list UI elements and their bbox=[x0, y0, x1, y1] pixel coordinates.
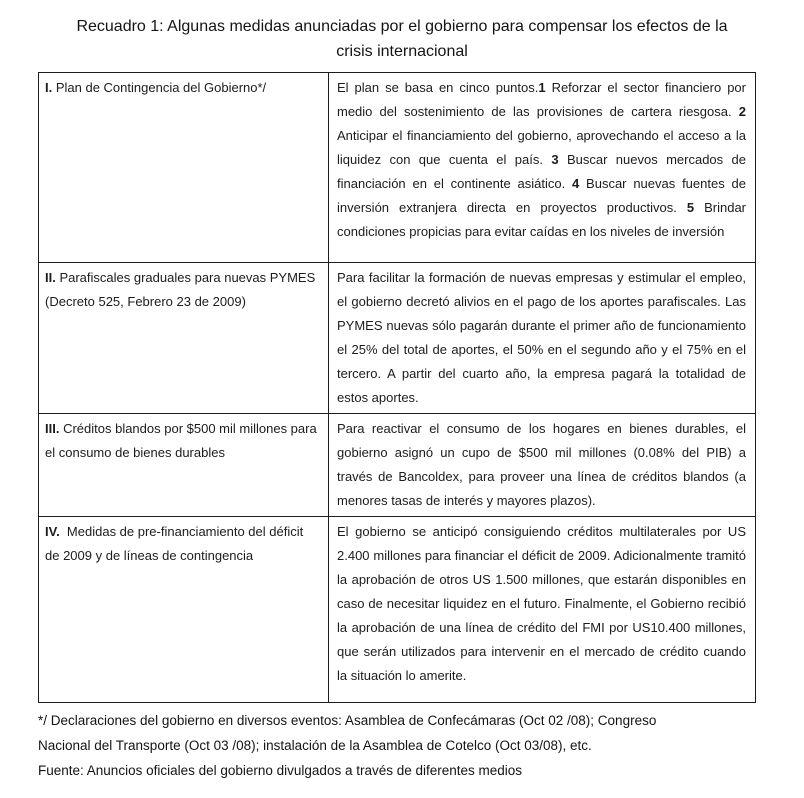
measure-numeral: II. bbox=[45, 270, 56, 285]
table-row-parafiscales bbox=[39, 263, 756, 414]
measure-label-cell bbox=[39, 263, 329, 414]
detail-point-number: 5 bbox=[686, 200, 695, 215]
document-page bbox=[0, 14, 804, 798]
measure-detail-cell bbox=[329, 517, 756, 703]
measure-detail-cell bbox=[329, 73, 756, 263]
measure-detail-cell bbox=[329, 414, 756, 517]
table-row-creditos-blandos bbox=[39, 414, 756, 517]
footnotes bbox=[38, 708, 766, 783]
measure-label-text: Plan de Contingencia del Gobierno*/ bbox=[52, 80, 267, 95]
table-row-prefinanciamiento bbox=[39, 517, 756, 703]
measure-label-cell bbox=[39, 73, 329, 263]
measure-label-text: Créditos blandos por $500 mil millones para el consumo de bienes durables bbox=[45, 421, 321, 460]
measure-label-text: Medidas de pre-financiamiento del déficit de 2009 y de líneas de contingencia bbox=[45, 524, 311, 563]
detail-point-number: 4 bbox=[572, 176, 580, 191]
footnote-line: Nacional del Transporte (Oct 03 /08); instalación de la Asamblea de Cotelco (Oct 03/08), etc. bbox=[38, 738, 592, 753]
detail-text-segment: Buscar nuevas fuentes de inversión extranjera directa en proyectos productivos. bbox=[337, 176, 746, 215]
page-title-line2: crisis internacional bbox=[336, 43, 468, 60]
detail-point-number: 1 bbox=[538, 80, 546, 95]
measure-label-cell bbox=[39, 517, 329, 703]
detail-point-number: 2 bbox=[738, 104, 746, 119]
measure-label-text: Parafiscales graduales para nuevas PYMES (Decreto 525, Febrero 23 de 2009) bbox=[45, 270, 319, 309]
measure-numeral: I. bbox=[45, 80, 53, 95]
measure-label-cell bbox=[39, 414, 329, 517]
detail-text-segment: Para reactivar el consumo de los hogares en bienes durables, el gobierno asignó un cupo de $500 mil millones (0.08% del PIB) a través de Bancoldex, para proveer una línea de créditos blandos (a menores tasas de interés y mayores plazos). bbox=[337, 421, 746, 508]
detail-text-segment: Anticipar el financiamiento del gobierno, aprovechando el acceso a la liquidez con que cuenta el país. bbox=[337, 128, 746, 167]
measures-table bbox=[38, 72, 756, 703]
source-note: Fuente: Anuncios oficiales del gobierno divulgados a través de diferentes medios bbox=[38, 763, 523, 778]
measure-numeral: IV. bbox=[45, 524, 60, 539]
detail-text-segment: Buscar nuevos mercados de financiación en el continente asiático. bbox=[337, 152, 746, 191]
table-row-plan-contingencia bbox=[39, 73, 756, 263]
detail-text-segment: El gobierno se anticipó consiguiendo créditos multilaterales por US 2.400 millones para financiar el déficit de 2009. Adicionalmente tramitó la aprobación de otros US 1.500 millones, que estarán disponibles en caso de necesitar liquidez en el futuro. Finalmente, el Gobierno recibió la aprobación de una línea de crédito del FMI por US10.400 millones, que serán utilizados para intervenir en el mercado de crédito cuando la situación lo amerite. bbox=[337, 524, 746, 683]
detail-text-segment: El plan se basa en cinco puntos. bbox=[337, 80, 539, 95]
detail-point-number: 3 bbox=[551, 152, 559, 167]
detail-text-segment: Reforzar el sector financiero por medio del sostenimiento de las provisiones de cartera riesgosa. bbox=[337, 80, 746, 119]
measure-numeral: III. bbox=[45, 421, 60, 436]
detail-text-segment: Para facilitar la formación de nuevas empresas y estimular el empleo, el gobierno decretó alivios en el pago de los aportes parafiscales. Las PYMES nuevas sólo pagarán durante el primer año de funcionamiento el 25% del total de aportes, el 50% en el segundo año y el 75% en el tercero. A partir del cuarto año, la empresa pagará la totalidad de estos aportes. bbox=[337, 270, 746, 405]
page-title-line1: Recuadro 1: Algunas medidas anunciadas por el gobierno para compensar los efectos de la bbox=[76, 18, 728, 35]
measure-detail-cell bbox=[329, 263, 756, 414]
footnote-line: */ Declaraciones del gobierno en diversos eventos: Asamblea de Confecámaras (Oct 02 /08); Congreso bbox=[38, 713, 657, 728]
page-title bbox=[38, 14, 766, 64]
detail-text-segment: Brindar condiciones propicias para evitar caídas en los niveles de inversión bbox=[337, 200, 746, 239]
